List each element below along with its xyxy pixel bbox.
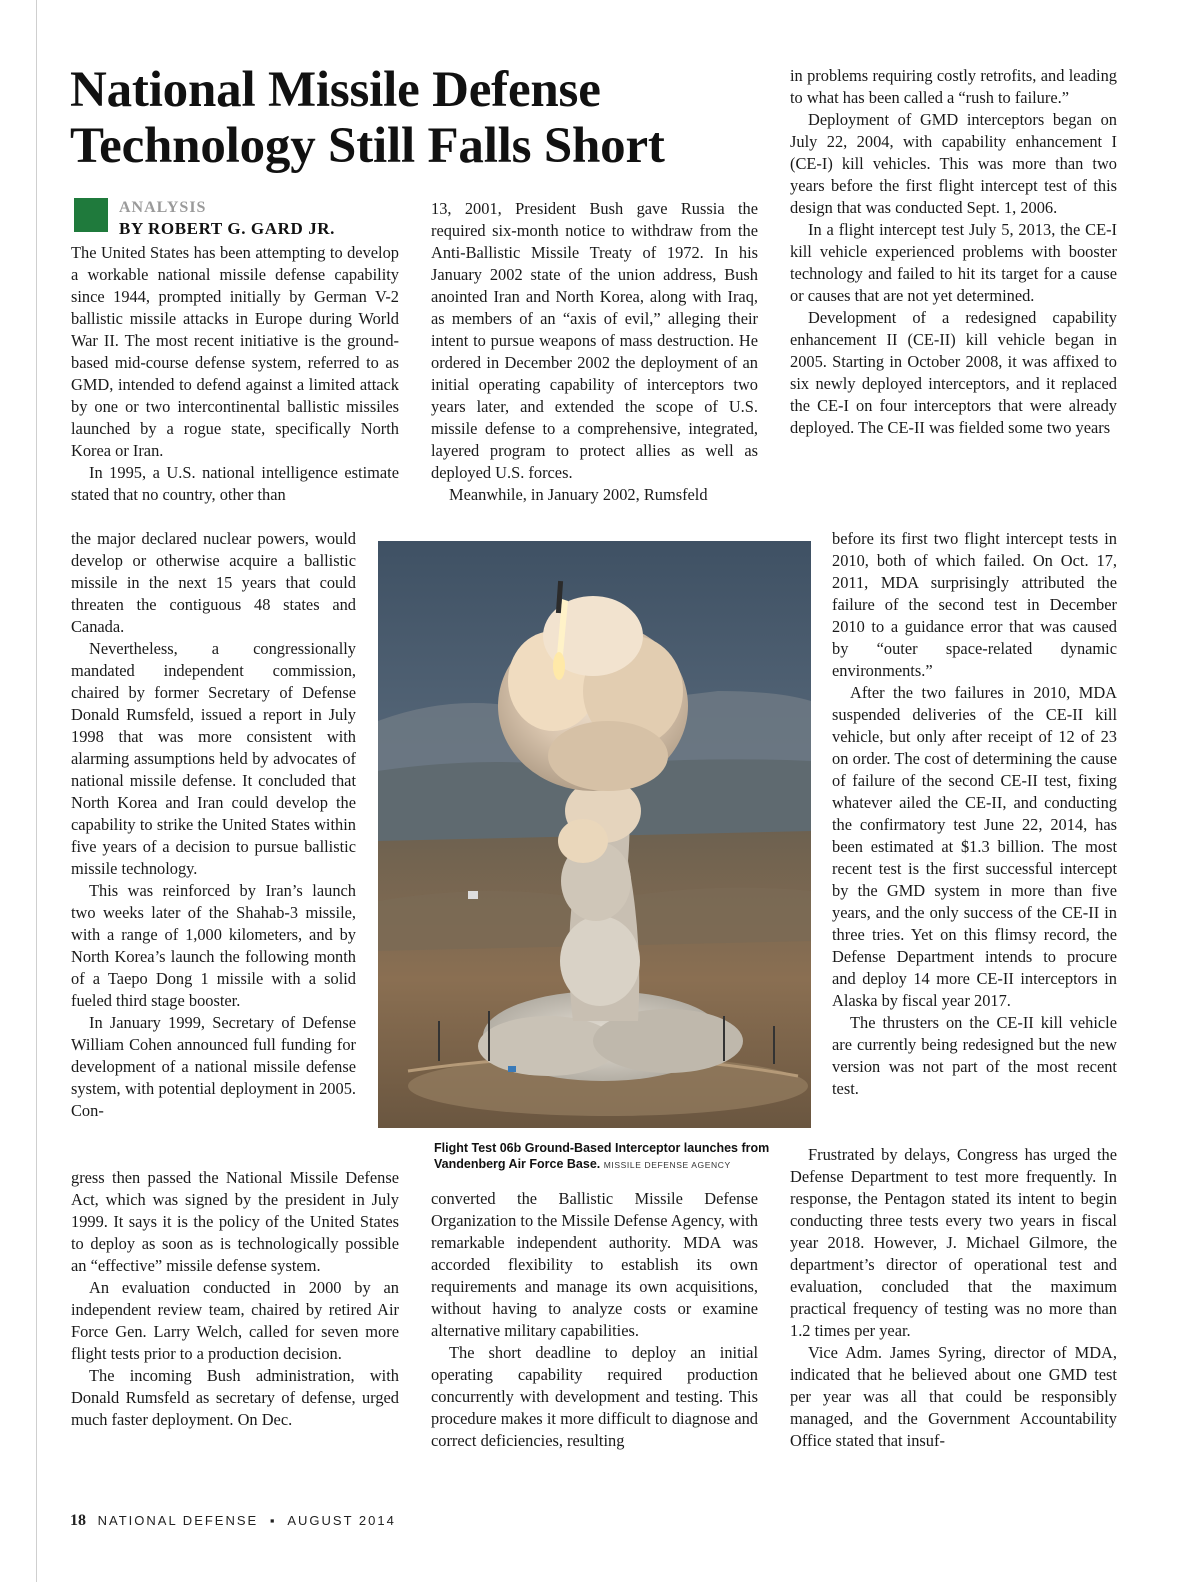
paragraph: 13, 2001, President Bush gave Russia the required six-month notice to withdraw from the Anti-Ballistic Missile Treaty of 1972. In his January 2002 state of the union address, Bush anointed Iran and North Korea, along with Iraq, as members of an “axis of evil,” alleging their intent to pursue weapons of mass destruction. He ordered in December 2002 the deployment of an initial operating capability of interceptors two years later, and extended the scope of U.S. missile defense to a comprehensive, integrated, layered program to protect allies as well as deployed U.S. forces. xyxy=(431,199,758,482)
missile-launch-photo xyxy=(378,541,811,1128)
paragraph: The short deadline to deploy an initial operating capability required production concurrently with development and testing. This procedure makes it more difficult to diagnose and correct deficiencies, resulting xyxy=(431,1343,758,1450)
paragraph: Development of a redesigned capability enhancement II (CE-II) kill vehicle began in 2005. Starting in October 2008, it was affixed to six newly deployed interceptors, and it replaced the CE-I on four interceptors that were already deployed. The CE-II was fielded some two years xyxy=(790,308,1117,437)
column-1-wrap xyxy=(71,528,356,1122)
paragraph: Nevertheless, a congressionally mandated independent commission, chaired by former Secretary of Defense Donald Rumsfeld, issued a report in July 1998 that was more consistent with alarming assumptions held by advocates of national missile defense. It concluded that North Korea and Iran could develop the capability to strike the United States within five years of a decision to pursue ballistic missile technology. xyxy=(71,639,356,878)
paragraph: the major declared nuclear powers, would develop or otherwise acquire a ballistic missile in the next 15 years that could threaten the contiguous 48 states and Canada. xyxy=(71,529,356,636)
paragraph: The United States has been attempting to develop a workable national missile defense capability since 1944, prompted initially by German V-2 ballistic missile attacks in Europe during World War II. The most recent initiative is the ground-based mid-course defense system, referred to as GMD, intended to defend against a limited attack by one or two intercontinental ballistic missiles launched by a rogue state, specifically North Korea or Iran. xyxy=(71,243,399,460)
page-number: 18 xyxy=(70,1512,86,1529)
footer-separator: ▪ xyxy=(269,1513,277,1528)
column-3-top xyxy=(790,65,1117,439)
section-color-block xyxy=(74,198,108,232)
caption-text: Flight Test 06b Ground-Based Interceptor launches from Vandenberg Air Force Base. xyxy=(434,1141,770,1171)
publication-name: NATIONAL DEFENSE xyxy=(97,1513,259,1528)
paragraph: After the two failures in 2010, MDA suspended deliveries of the CE-II kill vehicle, but only after receipt of 12 of 23 on order. The cost of determining the cause of failure of the second CE-II test, fixing whatever ailed the CE-II, and conducting the confirmatory test June 22, 2014, has been estimated at $1.3 billion. The most recent test is the first successful intercept by the GMD system in more than five years, and the only success of the CE-II in three tries. Yet on this flimsy record, the Defense Department intends to procure and deploy 14 more CE-II interceptors in Alaska by fiscal year 2017. xyxy=(832,683,1117,1010)
paragraph: before its first two flight intercept tests in 2010, both of which failed. On Oct. 17, 2011, MDA surprisingly attributed the failure of the second test in December 2010 to a guidance error that was caused by “outer space-related dynamic environments.” xyxy=(832,529,1117,680)
column-1-bottom xyxy=(71,1167,399,1431)
photo-caption xyxy=(434,1140,794,1173)
page-footer xyxy=(70,1512,396,1530)
paragraph: Meanwhile, in January 2002, Rumsfeld xyxy=(449,485,708,504)
paragraph: The incoming Bush administration, with Donald Rumsfeld as secretary of defense, urged much faster deployment. On Dec. xyxy=(71,1366,399,1429)
column-2-top xyxy=(431,198,758,506)
column-3-bottom xyxy=(790,1144,1117,1452)
author-byline: BY ROBERT G. GARD JR. xyxy=(119,219,336,238)
issue-date: AUGUST 2014 xyxy=(287,1513,396,1528)
paragraph: Frustrated by delays, Congress has urged the Defense Department to test more frequently. In response, the Pentagon stated its intent to begin conducting three tests every two years in fiscal year 2018. However, J. Michael Gilmore, the department’s director of operational test and evaluation, concluded that the maximum practical frequency of testing was no more than 1.2 times per year. xyxy=(790,1145,1117,1340)
paragraph: This was reinforced by Iran’s launch two weeks later of the Shahab-3 missile, with a range of 1,000 kilometers, and by North Korea’s launch the following month of a Taepo Dong 1 missile with a solid fueled third stage booster. xyxy=(71,881,356,1010)
column-3-wrap xyxy=(832,528,1117,1100)
paragraph: Vice Adm. James Syring, director of MDA, indicated that he believed about one GMD test per year was all that could be responsibly managed, and the Government Accountability Office stated that insuf- xyxy=(790,1343,1117,1450)
paragraph: In January 1999, Secretary of Defense William Cohen announced full funding for development of a national missile defense system, with potential deployment in 2005. Con- xyxy=(71,1013,356,1120)
article-title: National Missile Defense Technology Still Falls Short xyxy=(70,62,665,174)
paragraph: An evaluation conducted in 2000 by an independent review team, chaired by retired Air Force Gen. Larry Welch, called for seven more flight tests prior to a production decision. xyxy=(71,1278,399,1363)
paragraph: In 1995, a U.S. national intelligence estimate stated that no country, other than xyxy=(71,463,399,504)
paragraph: gress then passed the National Missile Defense Act, which was signed by the president in July 1999. It says it is the policy of the United States to deploy as soon as is technologically possible an “effective” missile defense system. xyxy=(71,1168,399,1275)
paragraph: In a flight intercept test July 5, 2013, the CE-I kill vehicle experienced problems with booster technology and failed to hit its target for a cause or causes that are not yet determined. xyxy=(790,220,1117,305)
paragraph: Deployment of GMD interceptors began on July 22, 2004, with capability enhancement I (CE-I) kill vehicles. This was more than two years before the first flight intercept test of this design that was conducted Sept. 1, 2006. xyxy=(790,110,1117,217)
page-edge-rule xyxy=(36,0,37,1582)
paragraph: converted the Ballistic Missile Defense Organization to the Missile Defense Agency, with remarkable independent authority. MDA was accorded flexibility to establish its own requirements and manage its own acquisitions, without having to analyze costs or examine alternative military capabilities. xyxy=(431,1189,758,1340)
column-2-bottom xyxy=(431,1188,758,1452)
missile-launch-illustration xyxy=(378,541,811,1128)
photo-credit: MISSILE DEFENSE AGENCY xyxy=(603,1160,731,1170)
paragraph: in problems requiring costly retrofits, and leading to what has been called a “rush to failure.” xyxy=(790,66,1117,107)
section-kicker: ANALYSIS xyxy=(119,199,207,216)
paragraph: The thrusters on the CE-II kill vehicle are currently being redesigned but the new version was not part of the most recent test. xyxy=(832,1013,1117,1098)
column-1-top xyxy=(71,242,399,506)
